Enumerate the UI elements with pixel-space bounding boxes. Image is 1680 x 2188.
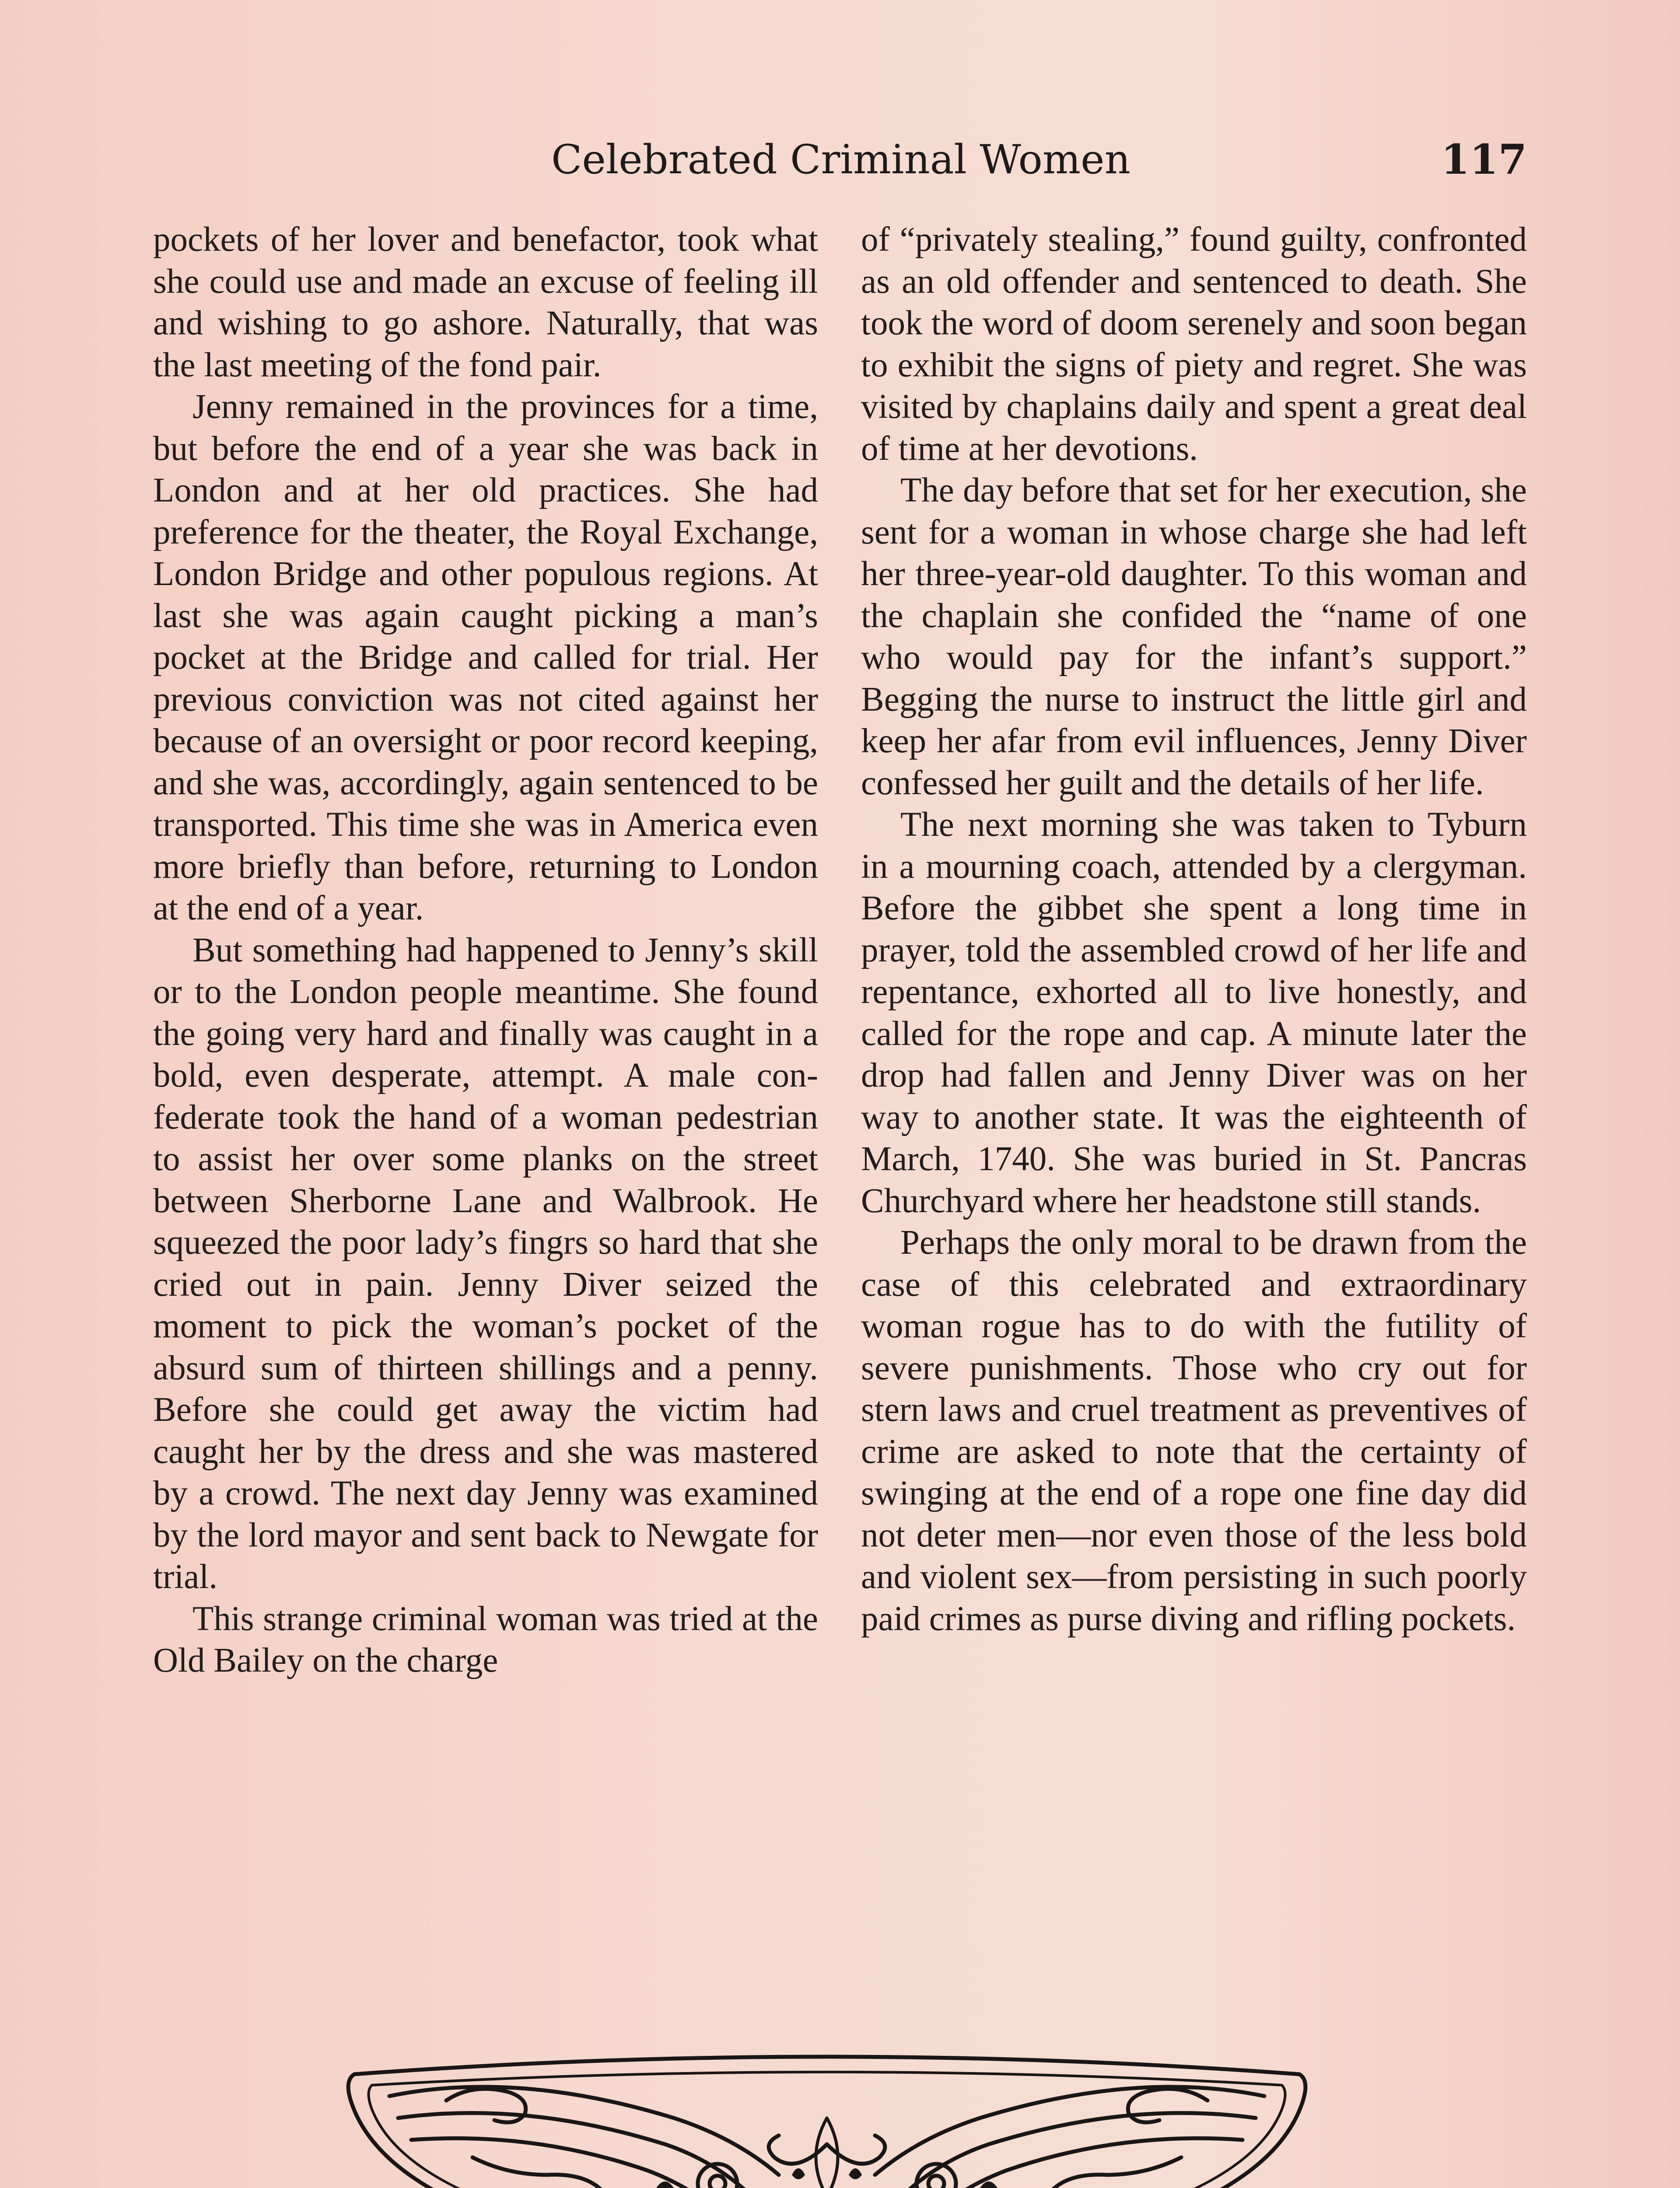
right-column <box>861 219 1527 1640</box>
paragraph: Perhaps the only moral to be drawn from the case of this celebrated and extraordinary woman rogue has to do with the futility of severe punishments. Those who cry out for stern laws and cruel treatment as preventives of crime are asked to note that the certainty of swinging at the end of a rope one fine day did not deter men—nor even those of the less bold and violent sex—from persisting in such poorly paid crimes as purse diving and rifling pockets. <box>861 1224 1527 1638</box>
floral-ornament-icon <box>341 2044 1312 2188</box>
left-column <box>153 219 818 1682</box>
paragraph: The day before that set for her execution, she sent for a woman in whose charge she had left her three-year-old daughter. To this woman and the chaplain she confided the “name of one who would pay for the infant’s support.” Begging the nurse to instruct the little girl and keep her afar from evil influences, Jenny Diver confessed her guilt and the details of her life. <box>861 471 1527 802</box>
page-number: 117 <box>1441 136 1527 184</box>
paragraph: pockets of her lover and benefactor, took what she could use and made an excuse of feeling ill and wishing to go ashore. Naturally, that was the last meeting of the fond pair. <box>153 221 818 384</box>
page-header <box>153 131 1527 188</box>
paragraph: The next morning she was taken to Tyburn in a mourning coach, attended by a clergyman. Before the gibbet she spent a long time in prayer, told the assembled crowd of her life and repentance, exhorted all to live honestly, and called for the rope and cap. A minute later the drop had fallen and Jenny Diver was on her way to another state. It was the eighteenth of March, 1740. She was buried in St. Pancras Churchyard where her headstone still stands. <box>861 806 1527 1220</box>
paragraph: This strange criminal woman was tried at the Old Bailey on the charge <box>153 1599 818 1680</box>
paragraph: Jenny remained in the provinces for a time, but before the end of a year she was back in London and at her old practices. She had preference for the theater, the Royal Exchange, London Bridge and other populous regions. At last she was again caught picking a man’s pocket at the Bridge and called for trial. Her previous conviction was not cited against her because of an oversight or poor record keeping, and she was, accordingly, again sentenced to be transported. This time she was in America even more briefly than before, returning to London at the end of a year. <box>153 388 818 927</box>
running-title: Celebrated Criminal Women <box>551 136 1130 183</box>
paragraph: But something had happened to Jenny’s skill or to the London people meantime. She found the going very hard and finally was caught in a bold, even desperate, attempt. A male confederate took the hand of a woman pedestrian to assist her over some planks on the street between Sherborne Lane and Walbrook. He squeezed the poor lady’s fingrs so hard that she cried out in pain. Jenny Diver seized the moment to pick the woman’s pocket of the absurd sum of thirteen shillings and a penny. Before she could get away the victim had caught her by the dress and she was mastered by a crowd. The next day Jenny was examined by the lord mayor and sent back to Newgate for trial. <box>153 931 818 1596</box>
paragraph: of “privately stealing,” found guilty, confronted as an old offender and sentenced to death. She took the word of doom serenely and soon began to exhibit the signs of piety and regret. She was visited by chaplains daily and spent a great deal of time at her devotions. <box>861 221 1527 468</box>
